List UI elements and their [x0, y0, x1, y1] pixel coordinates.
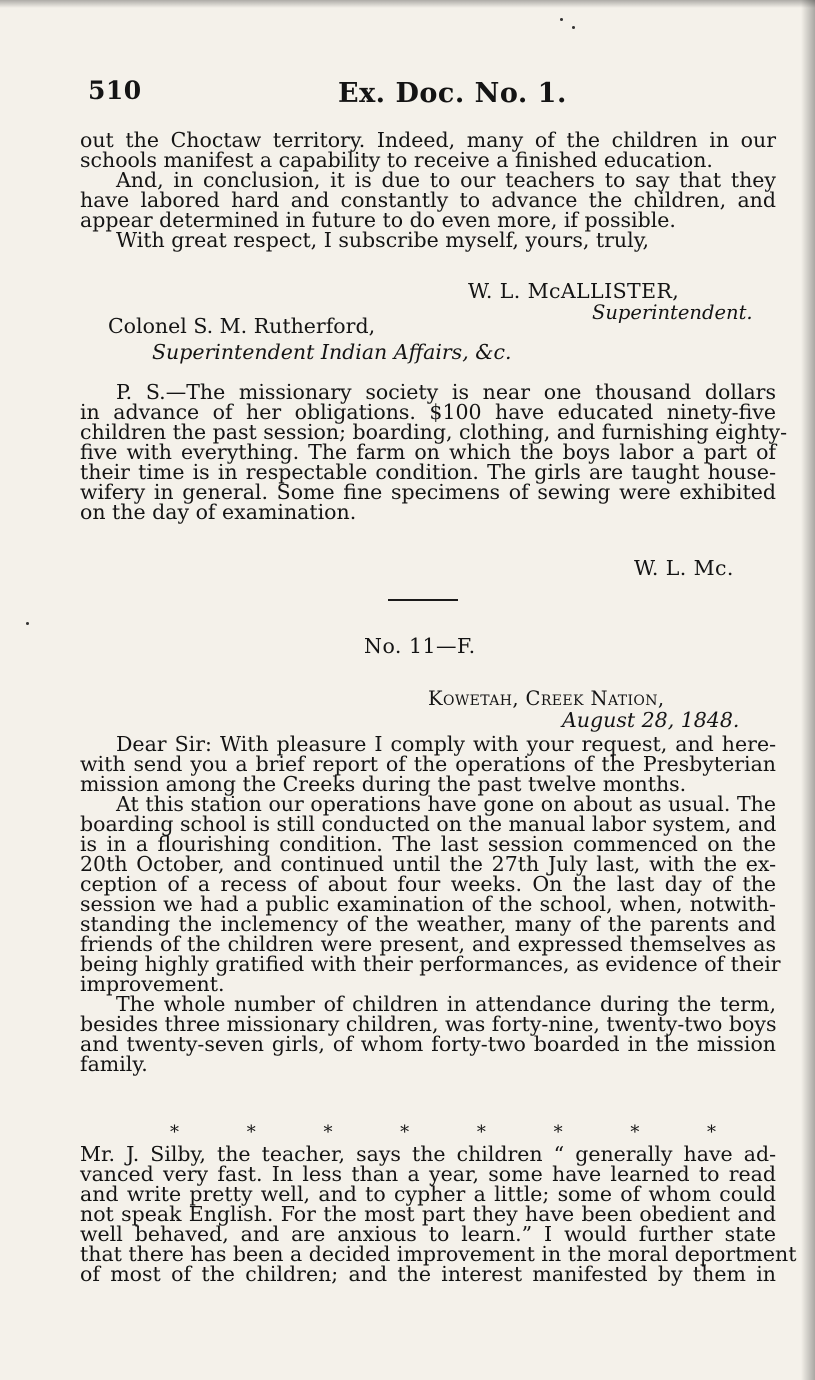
addressee-title: Superintendent Indian Affairs, &c.: [152, 340, 512, 364]
text-line: P. S.—The missionary society is near one thousand dollars: [116, 380, 776, 404]
text-line: and write pretty well, and to cypher a little; some of whom could: [80, 1182, 776, 1206]
text-line: in advance of her obligations. $100 have educated ninety-five: [80, 400, 776, 424]
text-line: And, in conclusion, it is due to our teachers to say that they: [116, 168, 776, 192]
ellipsis-stars: * * * * * * * *: [170, 1122, 717, 1143]
page-header: [88, 76, 748, 116]
text-line: five with everything. The farm on which the boys labor a part of: [80, 440, 776, 464]
signature-name: W. L. McALLISTER,: [468, 279, 680, 303]
text-line: 20th October, and continued until the 27th July last, with the ex-: [80, 852, 776, 876]
text-line: have labored hard and constantly to advance the children, and: [80, 188, 776, 212]
text-line: out the Choctaw territory. Indeed, many of the children in our: [80, 128, 776, 152]
ink-speck: [560, 18, 563, 21]
page-top-edge-shadow: [0, 0, 815, 8]
text-line: boarding school is still conducted on the manual labor system, and: [80, 812, 777, 836]
letter-body: [80, 732, 781, 1076]
page-right-edge-shadow: [801, 0, 815, 1380]
text-line: well behaved, and are anxious to learn.” I would further state: [80, 1222, 776, 1246]
page-number: 510: [88, 76, 142, 105]
running-head: Ex. Doc. No. 1.: [338, 78, 567, 109]
text-line: standing the inclemency of the weather, many of the parents and: [80, 912, 776, 936]
postscript-paragraph: [80, 380, 788, 524]
text-line: Mr. J. Silby, the teacher, says the children “ generally have ad-: [80, 1142, 776, 1166]
text-line: ception of a recess of about four weeks. On the last day of the: [80, 872, 776, 896]
ink-speck: [26, 622, 29, 625]
document-number-heading: No. 11—F.: [364, 634, 476, 658]
text-line: their time is in respectable condition. The girls are taught house-: [80, 460, 776, 484]
text-line: friends of the children were present, and expressed themselves as: [80, 932, 776, 956]
text-line: and twenty-seven girls, of whom forty-two boarded in the mission: [80, 1032, 776, 1056]
text-line: children the past session; boarding, clothing, and furnishing eighty-: [80, 420, 788, 444]
text-line: besides three missionary children, was forty-nine, twenty-two boys: [80, 1012, 777, 1036]
text-line: is in a flourishing condition. The last session commenced on the: [80, 832, 776, 856]
text-line: schools manifest a capability to receive a finished education.: [80, 148, 713, 172]
text-line: At this station our operations have gone on about as usual. The: [116, 792, 776, 816]
text-line: With great respect, I subscribe myself, yours, truly,: [116, 228, 650, 252]
ink-speck: [572, 26, 575, 29]
letter-date: August 28, 1848.: [562, 708, 740, 732]
text-line: The whole number of children in attendance during the term,: [116, 992, 776, 1016]
text-line: mission among the Creeks during the past twelve months.: [80, 772, 687, 796]
postscript-initials: W. L. Mc.: [634, 556, 734, 580]
text-line: vanced very fast. In less than a year, some have learned to read: [80, 1162, 776, 1186]
text-line: with send you a brief report of the operations of the Presbyterian: [80, 752, 776, 776]
text-line: family.: [80, 1052, 148, 1076]
section-divider: [388, 599, 458, 601]
text-line: appear determined in future to do even more, if possible.: [80, 208, 676, 232]
text-line: on the day of examination.: [80, 500, 357, 524]
letter-place: Kowetah, Creek Nation,: [428, 687, 665, 710]
addressee-name: Colonel S. M. Rutherford,: [108, 314, 376, 338]
signature-title: Superintendent.: [592, 301, 753, 324]
text-line: of most of the children; and the interest manifested by them in: [80, 1262, 776, 1286]
text-line: session we had a public examination of the school, when, notwith-: [80, 892, 776, 916]
text-line: improvement.: [80, 972, 225, 996]
text-line: being highly gratified with their performances, as evidence of their: [80, 952, 781, 976]
text-line: not speak English. For the most part they have been obedient and: [80, 1202, 776, 1226]
letter-body-continued: [80, 1142, 797, 1286]
text-line: Dear Sir: With pleasure I comply with your request, and here-: [116, 732, 776, 756]
text-line: wifery in general. Some fine specimens of sewing were exhibited: [80, 480, 776, 504]
letter-closing-paragraphs: [80, 130, 776, 250]
text-line: that there has been a decided improvement in the moral deportment: [80, 1242, 797, 1266]
